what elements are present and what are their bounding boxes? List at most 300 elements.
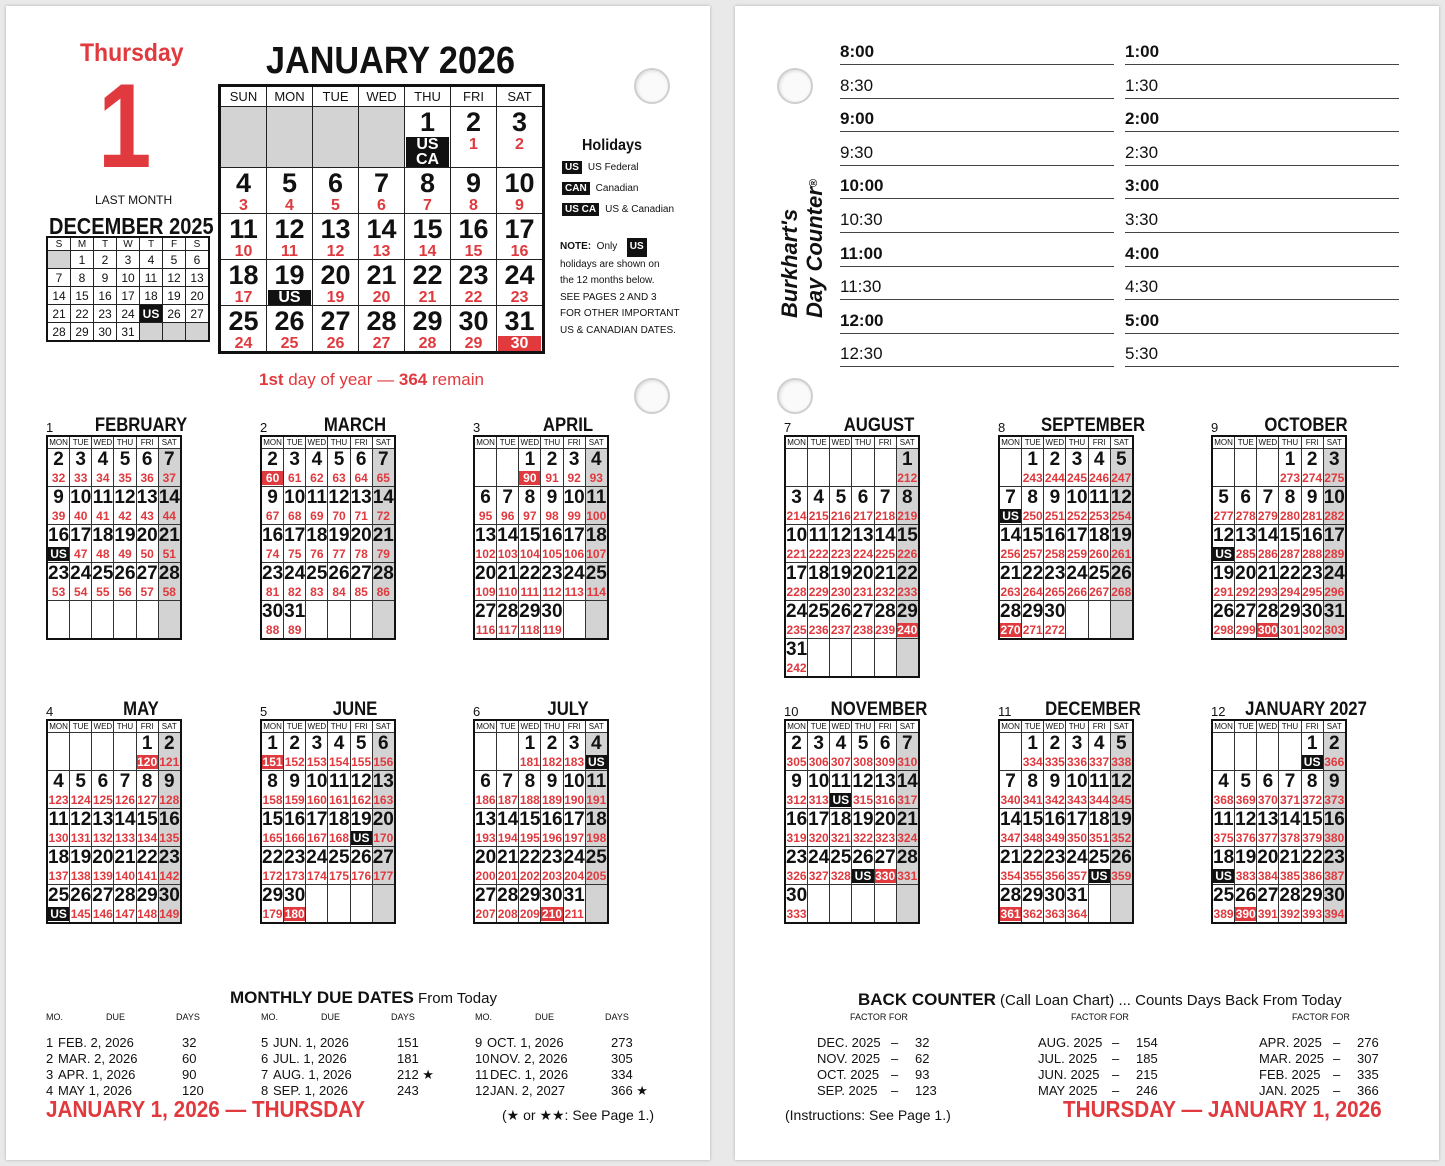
day-number: 14 (1279, 809, 1301, 830)
time-slot-1200[interactable]: 12:00 (840, 311, 1114, 334)
factor-for-header: FACTOR FOR (850, 1012, 908, 1022)
day-number: 27 (475, 885, 497, 906)
day-cell (372, 847, 395, 885)
day-number: 9 (546, 771, 558, 792)
week-row (785, 601, 919, 639)
day-counter: 125 (92, 793, 113, 807)
day-counter: 275 (1324, 471, 1345, 485)
day-number: 6 (480, 487, 491, 508)
month-grid (473, 719, 609, 924)
day-cell (563, 563, 585, 601)
day-counter: 120 (137, 755, 158, 769)
day-cell (1044, 487, 1066, 525)
day-number: 9 (1049, 487, 1061, 508)
day-cell (541, 601, 563, 640)
day-cell (158, 525, 181, 563)
day-counter: 259 (1066, 547, 1087, 561)
time-slot-930[interactable]: 9:30 (840, 143, 1114, 166)
right-footer-date: THURSDAY — JANUARY 1, 2026 (1063, 1096, 1382, 1122)
due-date: JUN. 1, 2026 (273, 1035, 349, 1050)
day-cell (585, 525, 608, 563)
month-number: 1 (46, 420, 54, 435)
day-number: 2 (546, 449, 558, 470)
weekday-header: FRI (563, 720, 585, 733)
week-row (474, 449, 608, 487)
day-counter: 67 (265, 509, 280, 523)
day-number: 20 (475, 563, 497, 584)
week-row (47, 487, 181, 525)
mini-day-cell: 9 (94, 269, 117, 287)
time-slot-300[interactable]: 3:00 (1125, 176, 1399, 199)
time-slot-400[interactable]: 4:00 (1125, 244, 1399, 267)
day-cell (1022, 885, 1044, 924)
day-cell (896, 601, 919, 639)
day-cell (497, 487, 519, 525)
day-cell (896, 563, 919, 601)
day-number: 24 (563, 847, 585, 868)
day-number: 2 (289, 733, 300, 754)
day-counter: 391 (1257, 907, 1278, 921)
day-counter: 133 (114, 831, 135, 845)
main-day-cell (267, 168, 313, 214)
day-counter: 306 (808, 755, 829, 769)
day-cell (519, 601, 541, 640)
main-day-cell (313, 214, 359, 260)
weekday-header: FRI (563, 436, 585, 449)
day-counter: 316 (875, 793, 896, 807)
day-cell (47, 525, 70, 563)
day-number: 11 (808, 525, 829, 546)
day-number: 5 (1218, 487, 1229, 508)
day-cell (1301, 771, 1323, 809)
main-day-cell (313, 306, 359, 353)
day-cell (372, 449, 395, 487)
day-number: 11 (92, 487, 113, 508)
day-cell (896, 885, 919, 924)
time-slot-1230[interactable]: 12:30 (840, 344, 1114, 367)
day-number: 28 (372, 563, 394, 584)
day-cell (808, 449, 830, 487)
due-month-no: 11 (475, 1067, 489, 1082)
day-counter: 106 (564, 547, 585, 561)
day-number: 3 (311, 733, 323, 754)
day-number: 16 (1044, 809, 1066, 830)
month-name: SEPTEMBER (1040, 415, 1146, 436)
week-row (261, 885, 395, 924)
day-number: 13 (320, 214, 351, 244)
day-cell (1088, 771, 1110, 809)
holiday-tag: US CA (562, 203, 599, 216)
weekday-header: THU (1066, 720, 1088, 733)
time-slot-1130[interactable]: 11:30 (840, 277, 1114, 300)
main-week-row (220, 107, 544, 168)
weekday-row (1212, 436, 1346, 449)
day-cell (1044, 809, 1066, 847)
day-counter: 32 (51, 471, 66, 485)
day-cell (519, 809, 541, 847)
day-cell (114, 563, 136, 601)
weekday-header: WED (1045, 722, 1065, 731)
day-cell (999, 733, 1022, 771)
day-number: 15 (136, 809, 158, 830)
day-counter: 6 (377, 197, 386, 214)
day-counter: 97 (523, 509, 537, 523)
day-counter: 208 (497, 907, 518, 921)
month-number: 7 (784, 420, 792, 435)
due-header-days: DAYS (176, 1012, 200, 1022)
day-number: 3 (289, 449, 300, 470)
weekday-row (785, 720, 919, 733)
day-cell (92, 563, 114, 601)
day-counter: 23 (510, 289, 529, 306)
mini-day-cell: 22 (71, 305, 94, 323)
day-counter: 81 (265, 585, 280, 599)
day-number: 12 (70, 809, 92, 830)
day-cell (785, 639, 808, 678)
day-counter: 93 (589, 471, 603, 485)
day-cell (1044, 601, 1066, 640)
day-number: 17 (284, 525, 306, 546)
day-number: 23 (458, 260, 489, 290)
back-dash: – (1333, 1051, 1341, 1066)
week-row (785, 885, 919, 924)
day-counter: 375 (1213, 831, 1234, 845)
month-name: MARCH (323, 415, 387, 436)
day-counter: 11 (281, 243, 298, 260)
day-number: 16 (262, 525, 284, 546)
day-number: 25 (808, 601, 830, 622)
day-counter: 14 (418, 243, 437, 260)
back-month: MAY 2025 (1038, 1083, 1098, 1098)
day-number: 9 (1306, 487, 1318, 508)
day-counter: 53 (51, 585, 66, 599)
day-cell (1066, 771, 1088, 809)
day-cell (519, 733, 541, 771)
mini-day-cell: 15 (71, 287, 94, 305)
week-row (474, 601, 608, 640)
day-cell (474, 487, 497, 525)
time-slot-830[interactable]: 8:30 (840, 76, 1114, 99)
day-number: 20 (350, 525, 372, 546)
day-number: 22 (262, 847, 284, 868)
day-cell (328, 563, 350, 601)
day-counter: 303 (1324, 623, 1345, 637)
day-counter: 27 (372, 335, 391, 352)
day-counter: 232 (875, 585, 896, 599)
day-counter: 356 (1044, 869, 1065, 883)
day-number: 27 (1235, 601, 1257, 622)
weekday-header: FRI (350, 720, 372, 733)
day-cell (350, 449, 372, 487)
day-counter: 50 (140, 547, 154, 561)
day-number: 14 (372, 487, 394, 508)
mini-day-cell: 13 (186, 269, 210, 287)
day-number: 30 (1044, 885, 1066, 906)
day-number: 31 (1066, 885, 1088, 906)
day-counter: 370 (1257, 793, 1278, 807)
day-cell (1022, 601, 1044, 640)
month-name: DECEMBER (1045, 699, 1141, 720)
day-counter: 177 (373, 869, 394, 883)
day-number: 6 (1262, 771, 1274, 792)
day-number: 30 (541, 885, 563, 906)
day-cell (874, 885, 896, 924)
time-slot-230[interactable]: 2:30 (1125, 143, 1399, 166)
day-cell (92, 885, 114, 924)
day-cell (999, 449, 1022, 487)
weekday-header: SAT (585, 720, 608, 733)
week-row (999, 771, 1133, 809)
due-days: 120 (182, 1083, 204, 1098)
month-grid (260, 719, 396, 924)
day-number: 2 (1049, 733, 1061, 754)
day-number: 25 (1213, 885, 1235, 906)
day-number: 18 (306, 525, 328, 546)
time-slot-200[interactable]: 2:00 (1125, 109, 1399, 132)
due-month-no: 7 (261, 1067, 269, 1082)
mini-day-cell: 12 (163, 269, 186, 287)
weekday-header: TUE (284, 436, 306, 449)
weekday-header: SAT (158, 436, 181, 449)
time-slot-1030[interactable]: 10:30 (840, 210, 1114, 233)
day-number: 4 (835, 733, 847, 754)
day-number: 27 (1257, 885, 1279, 906)
day-counter: 29 (464, 335, 483, 352)
mini-week-row (47, 287, 209, 305)
day-counter: 384 (1257, 869, 1278, 883)
day-counter: 390 (1235, 907, 1256, 921)
mini-weekday: F (163, 237, 186, 251)
day-counter: US (1213, 869, 1234, 883)
day-cell (92, 525, 114, 563)
day-cell (47, 449, 70, 487)
day-counter: 245 (1066, 471, 1087, 485)
day-counter: 264 (1022, 585, 1043, 599)
time-slot-430[interactable]: 4:30 (1125, 277, 1399, 300)
day-counter: 289 (1324, 547, 1345, 561)
day-cell (1235, 449, 1257, 487)
weekday-header: WED (1258, 722, 1278, 731)
time-slot-1000[interactable]: 10:00 (840, 176, 1114, 199)
day-cell (1110, 601, 1133, 640)
day-cell (158, 771, 181, 809)
day-cell (999, 809, 1022, 847)
day-cell (284, 809, 306, 847)
week-row (47, 771, 181, 809)
due-days: 273 (611, 1035, 633, 1050)
day-cell (1088, 733, 1110, 771)
day-number: 9 (267, 487, 278, 508)
day-cell (261, 809, 284, 847)
day-number: 2 (546, 733, 558, 754)
last-month-label: LAST MONTH (95, 193, 173, 207)
weekday-row (999, 720, 1133, 733)
month-name: FEBRUARY (94, 415, 188, 436)
day-number: 31 (563, 885, 585, 906)
day-number: 16 (1044, 525, 1066, 546)
day-cell (1088, 563, 1110, 601)
weekday-header: MON (1212, 436, 1235, 449)
day-counter: 186 (475, 793, 496, 807)
day-number: 1 (1306, 733, 1318, 754)
day-number: 17 (1323, 525, 1345, 546)
day-number: 7 (1005, 487, 1016, 508)
time-slot-100[interactable]: 1:00 (1125, 42, 1399, 65)
day-cell (92, 449, 114, 487)
back-dash: – (1112, 1051, 1120, 1066)
day-cell (1110, 449, 1133, 487)
weekday-header: THU (114, 436, 136, 449)
day-counter: 209 (519, 907, 540, 921)
due-date: AUG. 1, 2026 (273, 1067, 352, 1082)
time-slot-1100[interactable]: 11:00 (840, 244, 1114, 267)
week-row (999, 847, 1133, 885)
day-number: 21 (497, 563, 519, 584)
day-cell (306, 733, 328, 771)
day-number: 3 (1071, 449, 1083, 470)
weekday-header: TUE (497, 436, 519, 449)
day-number: 24 (504, 260, 535, 290)
day-number: 1 (98, 59, 152, 193)
week-row (1212, 771, 1346, 809)
holidays-note: NOTE: Only US holidays are shown on the 12 months below. SEE PAGES 2 AND 3 FOR OTHER IMPORTANT US & CANADIAN DATES. (560, 238, 680, 339)
day-cell (306, 771, 328, 809)
day-cell (563, 809, 585, 847)
due-month-no: 9 (475, 1035, 483, 1050)
time-slot-800[interactable]: 8:00 (840, 42, 1114, 65)
day-number: 14 (114, 809, 136, 830)
day-counter: 13 (372, 243, 391, 260)
day-cell (1323, 733, 1346, 771)
day-counter: 263 (1000, 585, 1021, 599)
day-counter: 170 (373, 831, 394, 845)
day-number: 8 (1306, 771, 1318, 792)
back-factor: 335 (1357, 1067, 1379, 1082)
day-number: 29 (1301, 885, 1323, 906)
day-counter: 243 (1022, 471, 1043, 485)
day-number: 25 (1088, 563, 1110, 584)
day-cell (1088, 885, 1110, 924)
due-header-due: DUE (535, 1012, 555, 1022)
day-cell (1066, 809, 1088, 847)
day-number: 13 (874, 771, 896, 792)
day-counter: 265 (1044, 585, 1065, 599)
day-cell (136, 809, 158, 847)
day-counter: 40 (74, 509, 88, 523)
weekday-header: MON (999, 436, 1022, 449)
day-cell (1257, 563, 1279, 601)
holiday-label: US & Canadian (605, 204, 675, 215)
day-counter: 321 (830, 831, 851, 845)
day-cell (284, 563, 306, 601)
day-counter: 76 (310, 547, 324, 561)
time-slot-530[interactable]: 5:30 (1125, 344, 1399, 367)
day-cell (1301, 601, 1323, 640)
month-grid (784, 435, 920, 678)
mini-day-cell: 8 (71, 269, 94, 287)
mini-weekday-row (47, 237, 209, 251)
day-counter: 1 (469, 136, 478, 153)
day-cell (1022, 563, 1044, 601)
day-number: 7 (1005, 771, 1016, 792)
day-counter: 331 (897, 869, 918, 883)
main-day-cell (451, 107, 497, 168)
day-number: 16 (541, 525, 563, 546)
day-cell (114, 487, 136, 525)
week-row (261, 601, 395, 640)
day-cell (136, 487, 158, 525)
day-counter: US (1089, 869, 1110, 883)
main-weekday: FRI (451, 86, 497, 107)
main-day-cell (313, 107, 359, 168)
week-row (1212, 847, 1346, 885)
day-number: 24 (808, 847, 830, 868)
time-slot-500[interactable]: 5:00 (1125, 311, 1399, 334)
day-counter: 74 (265, 547, 280, 561)
day-counter: 359 (1111, 869, 1132, 883)
day-cell (350, 885, 372, 924)
day-cell (261, 525, 284, 563)
day-number: 5 (119, 449, 131, 470)
main-day-cell (313, 168, 359, 214)
day-counter: 223 (830, 547, 851, 561)
day-cell (852, 525, 874, 563)
day-number: 6 (97, 771, 109, 792)
day-cell (852, 809, 874, 847)
day-cell (1257, 525, 1279, 563)
day-number: 21 (874, 563, 896, 584)
mini-weekday: T (94, 237, 117, 251)
day-counter: 142 (159, 869, 180, 883)
day-cell (70, 487, 92, 525)
month-number: 12 (1211, 704, 1226, 719)
week-row (785, 771, 919, 809)
time-slot-130[interactable]: 1:30 (1125, 76, 1399, 99)
day-cell (474, 601, 497, 640)
day-cell (852, 601, 874, 639)
day-counter: 117 (498, 623, 518, 637)
month-name: AUGUST (843, 415, 915, 436)
day-cell (1212, 525, 1235, 563)
day-counter: 139 (92, 869, 113, 883)
week-row (47, 525, 181, 563)
day-number: 15 (519, 809, 541, 830)
due-header-days: DAYS (391, 1012, 415, 1022)
back-dash: – (1333, 1083, 1341, 1098)
day-number: 10 (1066, 487, 1088, 508)
due-days: 334 (611, 1067, 633, 1082)
day-cell (47, 771, 70, 809)
day-counter: 230 (830, 585, 851, 599)
weekday-header: MON (785, 436, 808, 449)
day-counter: 71 (354, 509, 368, 523)
day-cell (808, 771, 830, 809)
day-counter: 119 (542, 623, 562, 637)
time-slot-330[interactable]: 3:30 (1125, 210, 1399, 233)
time-slot-900[interactable]: 9:00 (840, 109, 1114, 132)
day-cell (114, 525, 136, 563)
day-counter: 292 (1235, 585, 1256, 599)
weekday-row (785, 436, 919, 449)
day-counter: 240 (897, 623, 918, 637)
mini-day-cell: US (140, 305, 163, 323)
day-cell (136, 601, 158, 640)
day-counter: 194 (497, 831, 518, 845)
weekday-header: FRI (350, 436, 372, 449)
day-number: 10 (306, 771, 328, 792)
day-number: 17 (1066, 525, 1088, 546)
day-number: 10 (504, 168, 535, 198)
